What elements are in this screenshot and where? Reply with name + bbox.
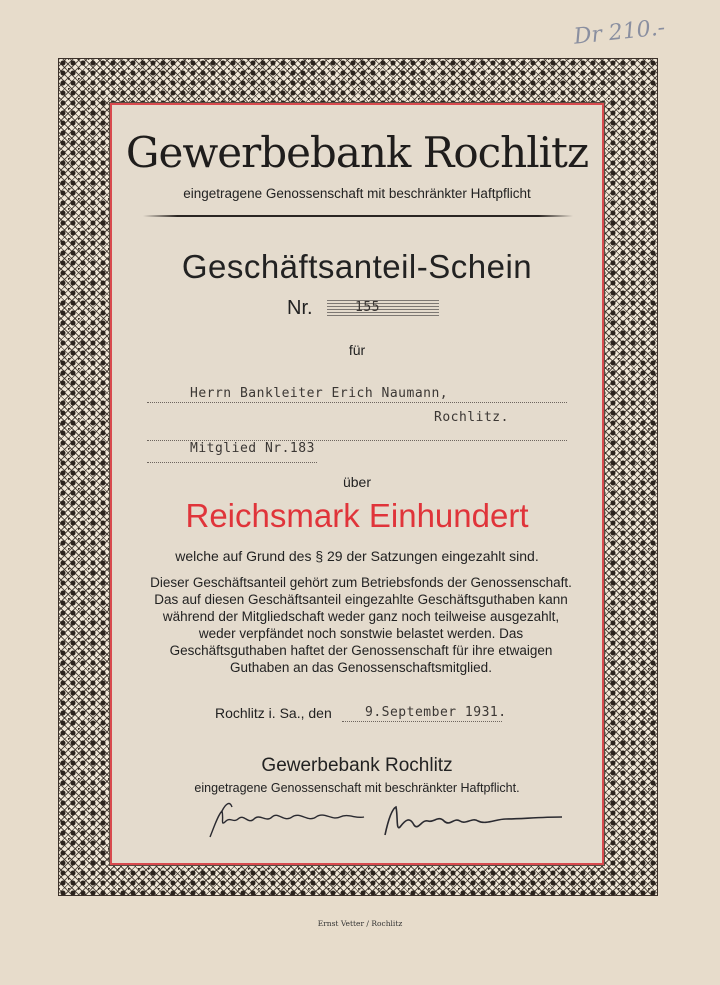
signature-bank-subtitle: eingetragene Genossenschaft mit beschränkter Haftpflicht. (194, 781, 520, 795)
terms-paragraph: Dieser Geschäftsanteil gehört zum Betriebsfonds der Genossenschaft. Das auf diesen Geschäftsanteil eingezahlte Geschäftsguthaben kann während der Mitgliedschaft weder ganz noch teilweise ausgezahlt, weder verpfändet noch sonstwie belastet werden. Das Geschäftsguthaben haftet der Genossenschaft für ihre etwaigen Guthaben an das Genossenschaftsmitglied. (150, 575, 572, 675)
place-line (147, 424, 567, 441)
signatures (200, 797, 600, 847)
date-value: 9.September 1931. (365, 705, 507, 720)
signature-bank-name: Gewerbebank Rochlitz (261, 755, 453, 776)
member-number: Mitglied Nr.183 (190, 441, 315, 456)
date-label: Rochlitz i. Sa., den (215, 705, 332, 721)
fuer-label: für (348, 342, 366, 358)
recipient-place: Rochlitz. (434, 410, 509, 425)
recipient-name: Herrn Bankleiter Erich Naumann, (190, 386, 449, 401)
certificate-title: Geschäftsanteil-Schein (181, 248, 533, 285)
signature-kretzschmar (210, 804, 364, 837)
ueber-label: über (342, 474, 372, 490)
amount-text: Reichsmark Einhundert (185, 497, 529, 534)
number-label: Nr. (287, 297, 313, 319)
handwritten-annotation: Dr 210.- (572, 15, 667, 50)
bank-title: Gewerbebank Rochlitz (125, 128, 589, 177)
signature-naumann (385, 807, 562, 835)
certificate-number: 155 (327, 300, 439, 316)
satzung-text: welche auf Grund des § 29 der Satzungen eingezahlt sind. (175, 548, 539, 564)
printer-imprint: Ernst Vetter / Rochlitz (317, 919, 403, 928)
divider-rule (143, 215, 573, 217)
bank-subtitle: eingetragene Genossenschaft mit beschränkter Haftpflicht (183, 186, 531, 201)
